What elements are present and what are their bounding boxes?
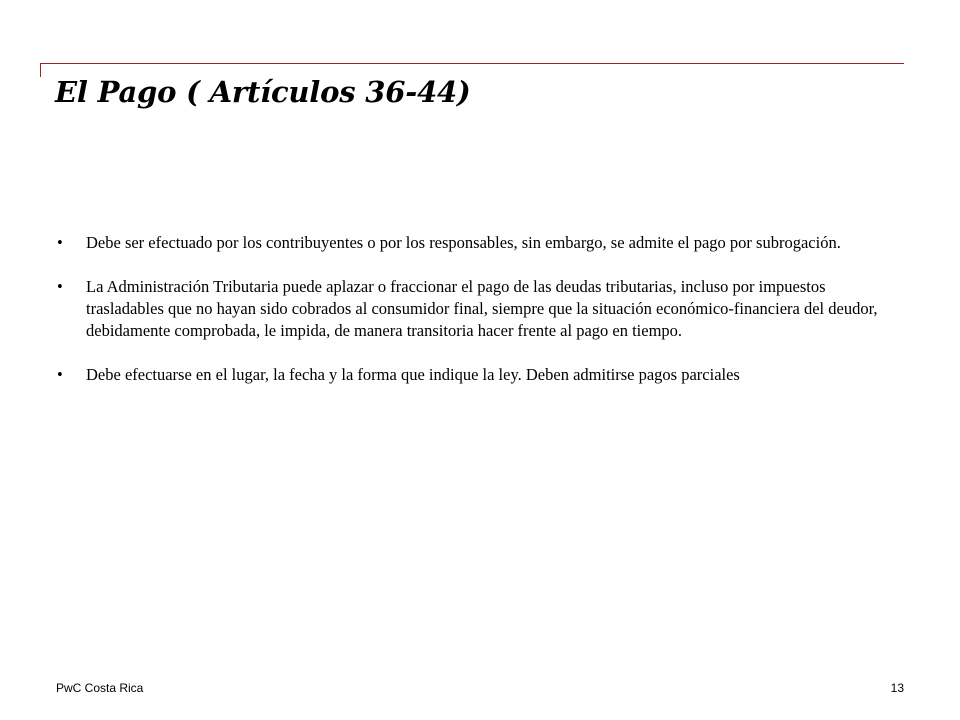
slide-title: El Pago ( Artículos 36-44): [55, 75, 471, 109]
bullet-item: [57, 232, 902, 254]
bullet-item: [57, 276, 902, 342]
bullet-text: Debe efectuarse en el lugar, la fecha y la forma que indique la ley. Deben admitirse pagos parciales: [86, 365, 740, 384]
bullet-text: Debe ser efectuado por los contribuyentes o por los responsables, sin embargo, se admite el pago por subrogación.: [86, 233, 841, 252]
footer-company: PwC Costa Rica: [56, 681, 144, 695]
bullet-icon: •: [57, 233, 63, 252]
title-rule-horizontal: [40, 63, 904, 64]
bullet-item: [57, 364, 902, 386]
bullet-icon: •: [57, 277, 63, 296]
bullet-text: La Administración Tributaria puede aplazar o fraccionar el pago de las deudas tributarias, incluso por impuestos trasladables que no hayan sido cobrados al consumidor final, siempre que la situación económico-financiera del deudor, debidamente comprobada, le impida, de manera transitoria hacer frente al pago en tiempo.: [86, 277, 878, 340]
bullet-list: [57, 232, 902, 386]
title-rule-vertical: [40, 63, 41, 77]
page-number: 13: [890, 681, 904, 695]
bullet-icon: •: [57, 365, 63, 384]
